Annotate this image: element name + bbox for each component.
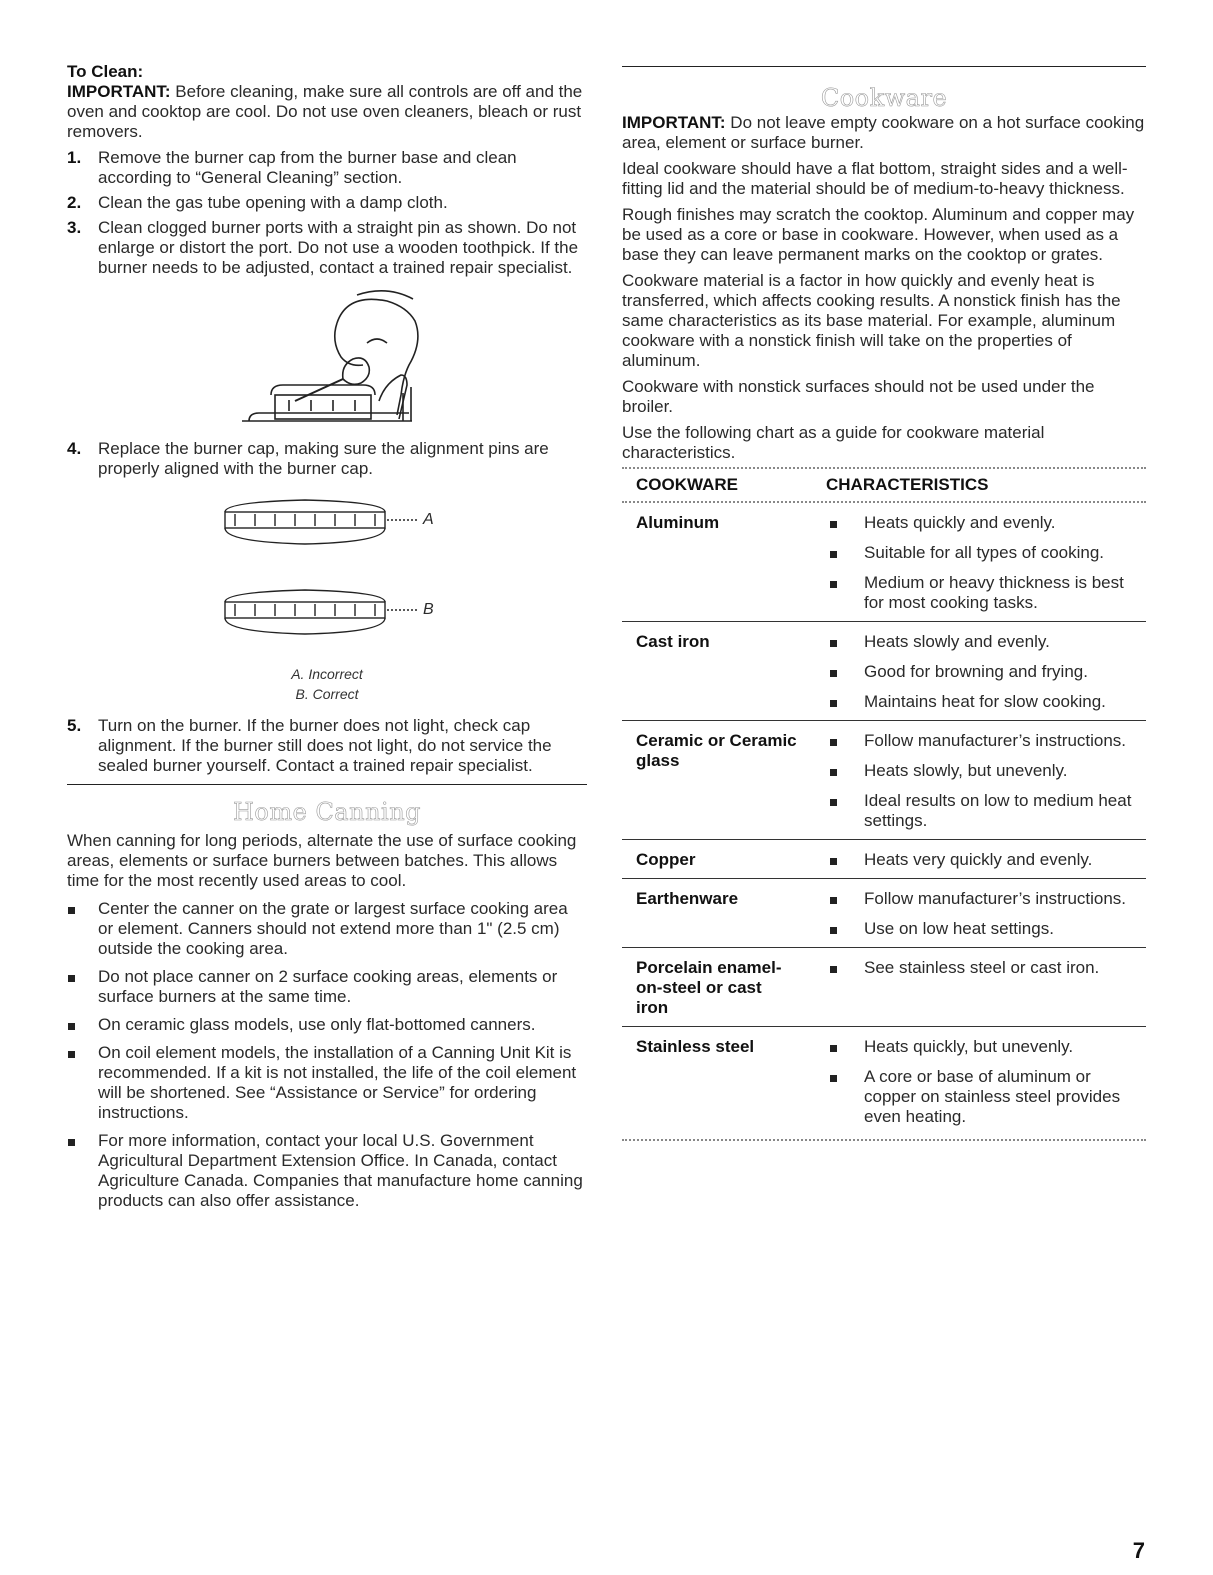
list-item: Medium or heavy thickness is best for most cooking tasks. [826, 573, 1146, 613]
canning-list [67, 899, 587, 1211]
burner-pin-illustration [67, 283, 587, 431]
cookware-top-rule [622, 66, 1146, 67]
important-text: Do not leave empty cookware on a hot surface cooking area, element or surface burner. [622, 113, 1145, 152]
important-label: IMPORTANT: [622, 113, 726, 132]
list-item: Heats slowly and evenly. [826, 632, 1146, 652]
table-row [622, 1027, 1146, 1136]
bullet-icon [830, 858, 837, 865]
page-number: 7 [1132, 1538, 1145, 1563]
table-row [622, 721, 1146, 840]
bullet-icon [830, 799, 837, 806]
right-column [622, 66, 1146, 1141]
material-name: Porcelain enamel-on-steel or cast iron [622, 948, 826, 1027]
bullet-icon [830, 739, 837, 746]
table-row [622, 503, 1146, 622]
bullet-icon [68, 1051, 75, 1058]
list-item: Follow manufacturer’s instructions. [826, 889, 1146, 909]
bullet-icon [830, 927, 837, 934]
list-item: Heats quickly and evenly. [826, 513, 1146, 533]
material-name: Cast iron [622, 622, 826, 721]
cookware-paragraph: Ideal cookware should have a flat bottom, straight sides and a well-fitting lid and the material should be of medium-to-heavy thickness. [622, 159, 1128, 198]
material-name: Ceramic or Ceramic glass [622, 721, 826, 840]
bullet-icon [830, 966, 837, 973]
list-item: Heats quickly, but unevenly. [826, 1037, 1146, 1057]
list-item: Heats slowly, but unevenly. [826, 761, 1146, 781]
to-clean-heading: To Clean: [67, 62, 144, 81]
cookware-table [622, 469, 1146, 1135]
bullet-icon [830, 1045, 837, 1052]
canning-intro: When canning for long periods, alternate the use of surface cooking areas, elements or surface burners between batches. This allows time for the most recently used areas to cool. [67, 831, 577, 890]
section-divider [67, 784, 587, 785]
cookware-paragraph: Rough finishes may scratch the cooktop. Aluminum and copper may be used as a core or base in cookware. However, when used as a base they can leave permanent marks on the cooktop or grates. [622, 205, 1135, 264]
clean-important-note [67, 82, 587, 142]
list-item: A core or base of aluminum or copper on stainless steel provides even heating. [826, 1067, 1146, 1127]
important-label: IMPORTANT: [67, 82, 171, 101]
step-3: 3. Clean clogged burner ports with a straight pin as shown. Do not enlarge or distort the port. Do not use a wooden toothpick. If the burner needs to be adjusted, contact a trained repair specialist. [67, 218, 579, 277]
bullet-icon [68, 907, 75, 914]
cookware-title: Cookware [820, 84, 948, 112]
cookware-paragraph: Use the following chart as a guide for cookware material characteristics. [622, 423, 1045, 462]
cookware-important-note [622, 113, 1146, 153]
table-row [622, 948, 1146, 1027]
list-item: Suitable for all types of cooking. [826, 543, 1146, 563]
col-header-cookware: COOKWARE [636, 475, 738, 494]
step-2: 2. Clean the gas tube opening with a damp cloth. [67, 193, 448, 212]
step-1: 1. Remove the burner cap from the burner base and clean according to “General Cleaning” section. [67, 148, 517, 187]
step-5: 5. Turn on the burner. If the burner does not light, check cap alignment. If the burner still does not light, do not service the sealed burner yourself. Contact a trained repair specialist. [67, 716, 552, 775]
step-4: 4. Replace the burner cap, making sure the alignment pins are properly aligned with the burner cap. [67, 439, 549, 478]
table-header-row [622, 469, 1146, 501]
list-item: Good for browning and frying. [826, 662, 1146, 682]
list-item: See stainless steel or cast iron. [826, 958, 1146, 978]
bullet-icon [68, 1023, 75, 1030]
table-row [622, 622, 1146, 721]
list-item: Use on low heat settings. [826, 919, 1146, 939]
bullet-icon [830, 670, 837, 677]
bullet-icon [830, 521, 837, 528]
bullet-icon [830, 1075, 837, 1082]
caption-b: B. Correct [295, 686, 359, 702]
list-item: On ceramic glass models, use only flat-bottomed canners. [67, 1015, 587, 1035]
cleaning-steps-cont [67, 439, 587, 479]
left-column [67, 62, 587, 1219]
col-header-characteristics: CHARACTERISTICS [826, 475, 989, 494]
bullet-icon [830, 640, 837, 647]
cookware-paragraph: Cookware material is a factor in how quickly and evenly heat is transferred, which affects cooking results. A nonstick finish has the same characteristics as its base material. For example, aluminum cookware with a nonstick finish will take on the properties of aluminum. [622, 271, 1121, 370]
bullet-icon [830, 769, 837, 776]
important-text: Before cleaning, make sure all controls are off and the oven and cooktop are cool. Do not use oven cleaners, bleach or rust removers. [67, 82, 583, 141]
figure-label-a: A [423, 511, 434, 528]
hand-with-pin-drawing [67, 283, 587, 431]
burner-cap-drawing [67, 484, 587, 664]
list-item: Center the canner on the grate or largest surface cooking area or element. Canners should not extend more than 1" (2.5 cm) outside the cooking area. [67, 899, 587, 959]
material-name: Earthenware [622, 879, 826, 948]
table-row [622, 879, 1146, 948]
material-name: Copper [622, 840, 826, 879]
bullet-icon [830, 551, 837, 558]
bullet-icon [830, 581, 837, 588]
cookware-paragraph: Cookware with nonstick surfaces should not be used under the broiler. [622, 377, 1095, 416]
bullet-icon [830, 700, 837, 707]
cleaning-steps-final [67, 716, 587, 776]
burner-cap-figures [67, 484, 587, 664]
home-canning-title: Home Canning [232, 798, 422, 826]
list-item: On coil element models, the installation of a Canning Unit Kit is recommended. If a kit is not installed, the life of the coil element will be shortened. See “Assistance or Service” for ordering instructions. [67, 1043, 587, 1123]
caption-a: A. Incorrect [291, 666, 363, 682]
material-name: Aluminum [622, 503, 826, 622]
list-item: Follow manufacturer’s instructions. [826, 731, 1146, 751]
list-item: Do not place canner on 2 surface cooking areas, elements or surface burners at the same time. [67, 967, 587, 1007]
bullet-icon [830, 897, 837, 904]
cleaning-steps [67, 148, 587, 278]
bullet-icon [68, 975, 75, 982]
material-name: Stainless steel [636, 1037, 755, 1056]
table-row [622, 840, 1146, 879]
table-bottom-border [622, 1139, 1146, 1141]
bullet-icon [68, 1139, 75, 1146]
list-item: Ideal results on low to medium heat settings. [826, 791, 1146, 831]
list-item: For more information, contact your local U.S. Government Agricultural Department Extension Office. In Canada, contact Agriculture Canada. Companies that manufacture home canning products can also offer assistance. [67, 1131, 587, 1211]
figure-label-b: B [423, 601, 434, 618]
list-item: Maintains heat for slow cooking. [826, 692, 1146, 712]
list-item: Heats very quickly and evenly. [826, 850, 1146, 870]
